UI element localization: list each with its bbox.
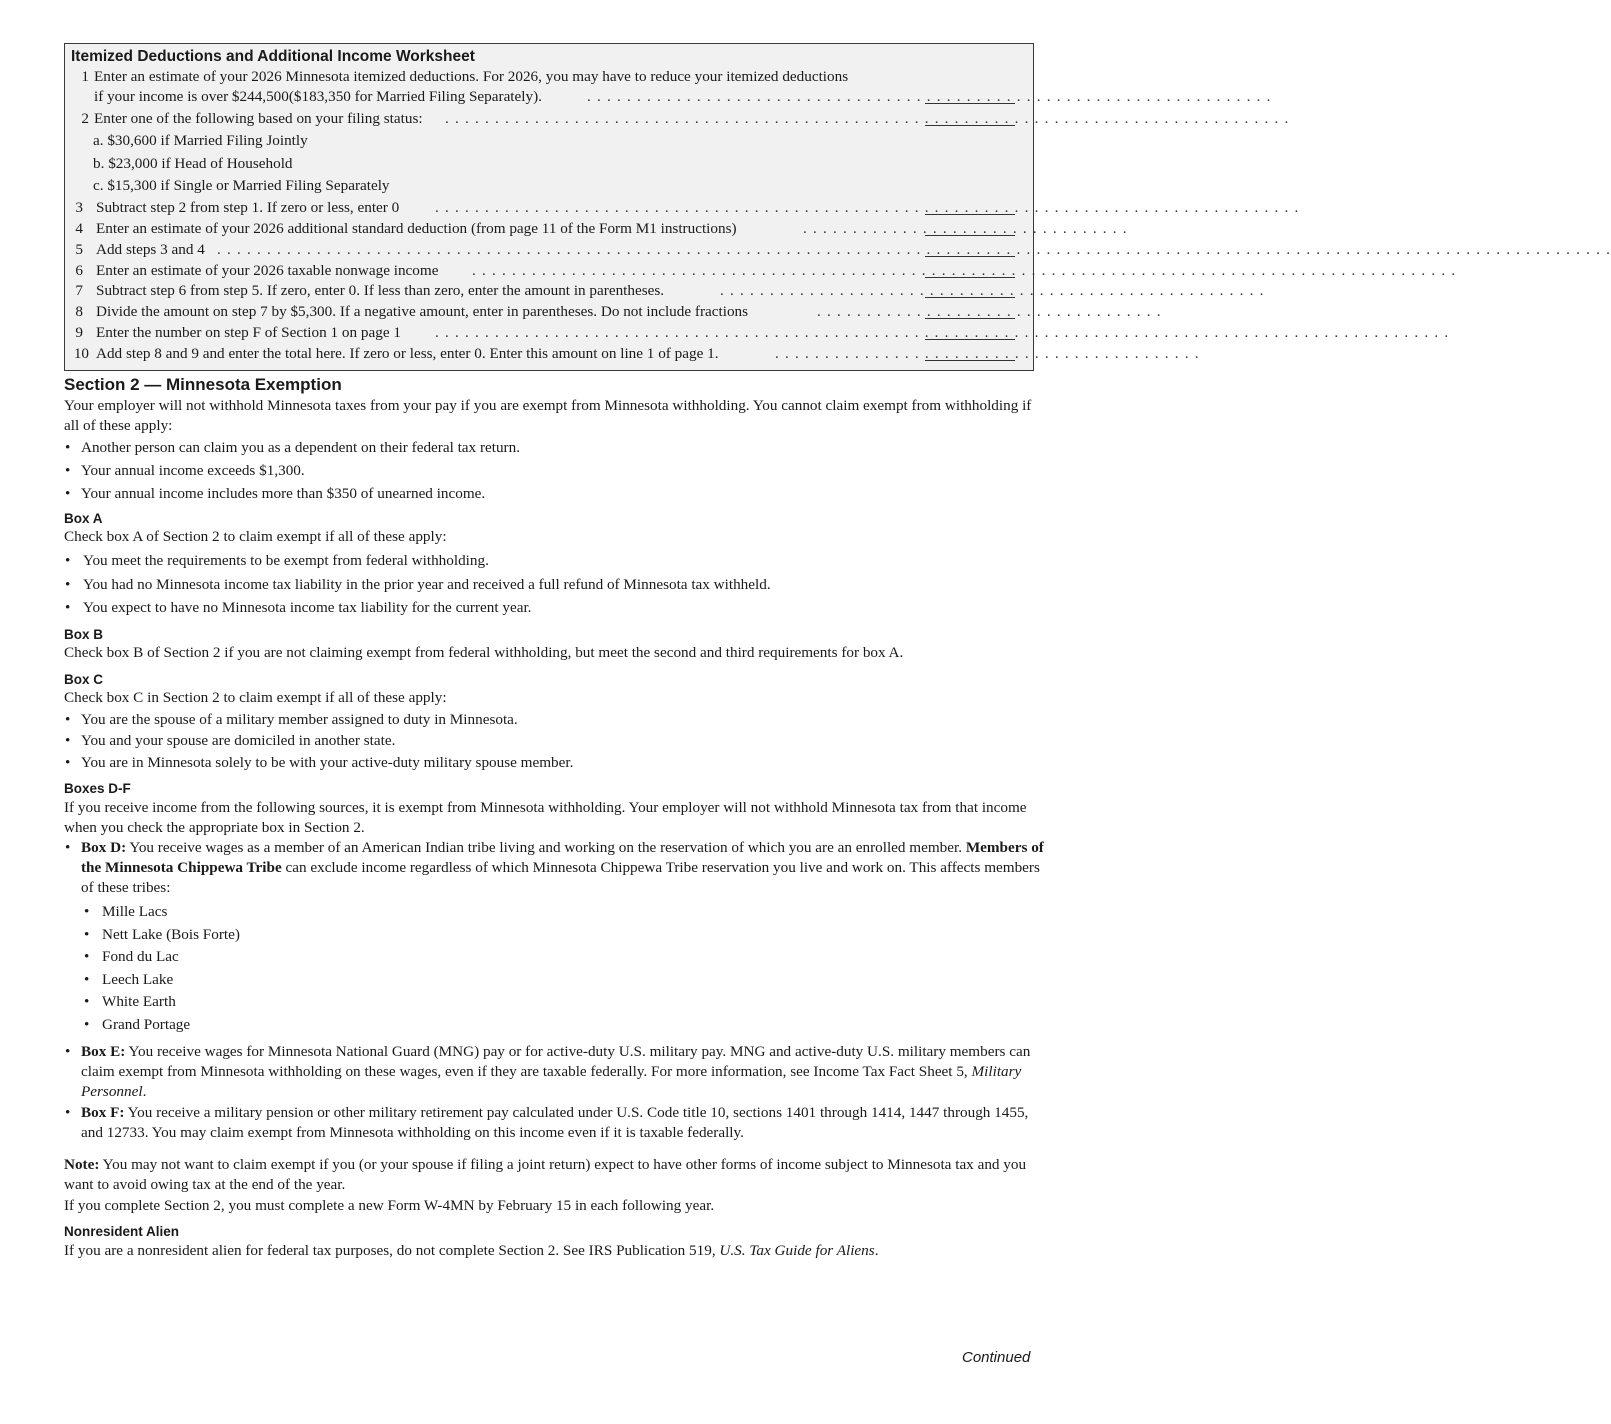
answer-line-3[interactable]: [925, 214, 1015, 215]
box-a-bullet: • You expect to have no Minnesota income tax liability for the current year.: [64, 598, 1049, 618]
worksheet-line-4: 4 Enter an estimate of your 2026 additional standard deduction (from page 11 of the Form M1 instructions) . . . . . . . . . . . . . . . . . . . . . . . . . . . . . . . . .: [75, 220, 1128, 237]
box-d-text-2: can exclude income regardless of which Minnesota Chippewa Tribe reservation you live and work on. This affects members of these tribes:: [81, 859, 1040, 896]
box-c-bullet: • You are the spouse of a military member assigned to duty in Minnesota.: [64, 710, 1049, 730]
publication-title: U.S. Tax Guide for Aliens: [719, 1242, 875, 1259]
box-c-bullet: • You and your spouse are domiciled in another state.: [64, 731, 1049, 751]
intro-bullet: • Your annual income includes more than $350 of unearned income.: [64, 484, 1049, 504]
boxes-d-f-text: If you receive income from the following sources, it is exempt from Minnesota withholding. Your employer will not withhold Minnesota tax from that income when you check the appropriate box in Section 2.: [64, 799, 1027, 836]
tribe-item: • Fond du Lac: [84, 947, 179, 967]
leader-dots: . . . . . . . . . . . . . . . . . . . . . . . . . . . . . . . . . . .: [817, 303, 1162, 320]
box-d-bullet: [64, 838, 1054, 898]
answer-line-10[interactable]: [925, 360, 1015, 361]
box-f-bullet: [64, 1103, 1054, 1143]
answer-line-2[interactable]: [925, 125, 1015, 126]
worksheet-line-2: [65, 109, 1290, 129]
tribe-item: • Nett Lake (Bois Forte): [84, 925, 240, 945]
box-d-bold: Members of the Minnesota Chippewa Tribe: [81, 839, 1044, 876]
nonresident-heading: Nonresident Alien: [64, 1224, 180, 1239]
note-label: Note:: [64, 1156, 100, 1173]
note-text: You may not want to claim exempt if you (or your spouse if filing a joint return) expect to have other forms of income subject to Minnesota tax and you want to avoid owing tax at the end of the year.: [64, 1156, 1027, 1193]
box-d-text: You receive wages as a member of an American Indian tribe living and working on the reservation of which you are an enrolled member.: [126, 839, 966, 856]
worksheet-line-9: 9 Enter the number on step F of Section 1 on page 1 . . . . . . . . . . . . . . . . . . . . . . . . . . . . . . . . . . . . . . . . . . . . . . . . . . . . . . . . . . . . . . . . . . . . . . . . . . . . . . . . . . . . . . . . . . . . . . . . . . . . . .: [75, 324, 1450, 341]
filing-option-a: a. $30,600 if Married Filing Jointly: [93, 132, 308, 149]
worksheet-line-1-cont: [65, 87, 1272, 107]
tribe-item: • Mille Lacs: [84, 902, 167, 922]
filing-option-b: b. $23,000 if Head of Household: [93, 155, 293, 172]
line-number: 2: [81, 110, 89, 127]
filing-option-c: c. $15,300 if Single or Married Filing Separately: [93, 177, 390, 194]
line-text: Enter one of the following based on your filing status:: [94, 110, 423, 127]
box-f-label: Box F:: [81, 1104, 125, 1121]
intro-bullet: • Another person can claim you as a dependent on their federal tax return.: [64, 438, 1049, 458]
box-c-bullet: • You are in Minnesota solely to be with your active-duty military spouse member.: [64, 753, 1049, 773]
box-a-heading: Box A: [64, 511, 103, 526]
leader-dots: . . . . . . . . . . . . . . . . . . . . . . . . . . . . . . . . . . . . . . . . . . . . . . . . . . . . . . . . . . . . . . . . . . . . . . . . . . . . . . . . . . . . . . . . . . . . . . . . . . .: [472, 262, 1457, 279]
answer-line-6[interactable]: [925, 277, 1015, 278]
box-e-bullet: • Box E: You receive wages for Minnesota National Guard (MNG) pay or for active-duty U.S. military pay. MNG and active-duty U.S. military members can claim exempt from Minnesota withholding on these wages, even if they are taxable federally. For more information, see Income Tax Fact Sheet 5, Military Personnel.: [64, 1042, 1039, 1102]
answer-line-1[interactable]: [925, 103, 1015, 104]
section-2-intro: Your employer will not withhold Minnesota taxes from your pay if you are exempt from Minnesota withholding. You cannot claim exempt from withholding if all of these apply:: [64, 397, 1032, 434]
box-e-label: Box E:: [81, 1043, 126, 1060]
leader-dots: . . . . . . . . . . . . . . . . . . . . . . . . . . . . . . . . . . . . . . . . . . .: [775, 345, 1200, 362]
answer-line-7[interactable]: [925, 297, 1015, 298]
box-e-italic: Military Personnel: [81, 1063, 1022, 1100]
tribe-item: • White Earth: [84, 992, 176, 1012]
answer-line-4[interactable]: [925, 235, 1015, 236]
box-d-label: Box D:: [81, 839, 127, 856]
complete-section-text: If you complete Section 2, you must complete a new Form W-4MN by February 15 in each following year.: [64, 1197, 715, 1214]
worksheet-box: [64, 43, 1611, 371]
box-a-bullet: • You meet the requirements to be exempt from federal withholding.: [64, 551, 1049, 571]
worksheet-title: Itemized Deductions and Additional Income Worksheet: [71, 48, 475, 65]
leader-dots: . . . . . . . . . . . . . . . . . . . . . . . . . . . . . . . . . . . . . . . . . . . . . . . . . . . . . . . . . . . . . . . . . . . . .: [587, 88, 1272, 105]
box-b-text: Check box B of Section 2 if you are not claiming exempt from federal withholding, but meet the second and third requirements for box A.: [64, 644, 904, 661]
box-a-bullet: • You had no Minnesota income tax liability in the prior year and received a full refund of Minnesota tax withheld.: [64, 575, 1049, 595]
answer-line-5[interactable]: [925, 256, 1015, 257]
worksheet-line-7: 7 Subtract step 6 from step 5. If zero, enter 0. If less than zero, enter the amount in parentheses. . . . . . . . . . . . . . . . . . . . . . . . . . . . . . . . . . . . . . . . . . . . . . . . . . . . . . . .: [75, 282, 1265, 299]
leader-dots: . . . . . . . . . . . . . . . . . . . . . . . . . . . . . . . . . . . . . . . . . . . . . . . . . . . . . . . . . . . . . . . . . . . . . . . . . . . . . . . . . . . . . . . . . . . . . . . . . . . . . .: [435, 324, 1450, 341]
worksheet-line-3: 3 Subtract step 2 from step 1. If zero or less, enter 0 . . . . . . . . . . . . . . . . . . . . . . . . . . . . . . . . . . . . . . . . . . . . . . . . . . . . . . . . . . . . . . . . . . . . . . . . . . . . . . . . . . . . . . .: [75, 199, 1300, 216]
worksheet-line-1: [65, 67, 1033, 87]
box-c-heading: Box C: [64, 672, 104, 687]
tribe-item: • Leech Lake: [84, 970, 173, 990]
worksheet-line-5: 5 Add steps 3 and 4 . . . . . . . . . . . . . . . . . . . . . . . . . . . . . . . . . . . . . . . . . . . . . . . . . . . . . . . . . . . . . . . . . . . . . . . . . . . . . . . . . . . . . . . . . . . . . . . . . . . . . . . . . . . . . . . . . . . . . . . . . . . . . . . . . . . . . . . . . . . .: [75, 241, 1611, 258]
continued-label: Continued: [962, 1349, 1031, 1366]
box-f-text: You receive a military pension or other military retirement pay calculated under U.S. Code title 10, sections 1401 through 1414, 1447 through 1455, and 12733. You may claim exempt from Minnesota withholding on this income even if it is taxable federally.: [81, 1104, 1029, 1141]
line-text: Enter an estimate of your 2026 Minnesota itemized deductions. For 2026, you may have to reduce your itemized deductions: [94, 68, 849, 85]
leader-dots: . . . . . . . . . . . . . . . . . . . . . . . . . . . . . . . . . . . . . . . . . . . . . . . . . . . . . . . . . . . . . . . . . . . . . . . . . . . . . . . . . . . . . . . . . . . . . . . . . . . . . . . . . . . . . . . . . . . . . . . . . . . . . . . . . . . . . . . . . . . .: [217, 241, 1611, 258]
line-number: 1: [81, 68, 89, 85]
leader-dots: . . . . . . . . . . . . . . . . . . . . . . . . . . . . . . . . . . . . . . . . . . . . . . . . . . . . . . . . . . . . . . . . . . . . . . . . . . . . . . . . . . . . .: [445, 110, 1290, 127]
note-paragraph: [64, 1155, 1039, 1195]
tribe-item: • Grand Portage: [84, 1015, 190, 1035]
section-2-heading: Section 2 — Minnesota Exemption: [64, 375, 342, 394]
leader-dots: . . . . . . . . . . . . . . . . . . . . . . . . . . . . . . . . . . . . . . . . . . . . . . . . . . . . . . .: [720, 282, 1265, 299]
boxes-d-f-heading: Boxes D-F: [64, 781, 131, 796]
leader-dots: . . . . . . . . . . . . . . . . . . . . . . . . . . . . . . . . . . . . . . . . . . . . . . . . . . . . . . . . . . . . . . . . . . . . . . . . . . . . . . . . . . . . . . .: [435, 199, 1300, 216]
box-a-text: Check box A of Section 2 to claim exempt if all of these apply:: [64, 528, 447, 545]
nonresident-text: If you are a nonresident alien for federal tax purposes, do not complete Section 2. See IRS Publication 519, U.S. Tax Guide for Aliens.: [64, 1242, 879, 1259]
worksheet-line-8: 8 Divide the amount on step 7 by $5,300. If a negative amount, enter in parentheses. Do not include fractions . . . . . . . . . . . . . . . . . . . . . . . . . . . . . . . . . . .: [75, 303, 1162, 320]
leader-dots: . . . . . . . . . . . . . . . . . . . . . . . . . . . . . . . . .: [803, 220, 1128, 237]
answer-line-8[interactable]: [925, 318, 1015, 319]
box-b-heading: Box B: [64, 627, 104, 642]
intro-bullet: • Your annual income exceeds $1,300.: [64, 461, 1049, 481]
worksheet-line-10: 10 Add step 8 and 9 and enter the total here. If zero or less, enter 0. Enter this amount on line 1 of page 1. . . . . . . . . . . . . . . . . . . . . . . . . . . . . . . . . . . . . . . . . . . .: [73, 345, 1200, 362]
line-text: if your income is over $244,500($183,350 for Married Filing Separately).: [94, 88, 542, 105]
answer-line-9[interactable]: [925, 339, 1015, 340]
box-c-text: Check box C in Section 2 to claim exempt if all of these apply:: [64, 689, 447, 706]
worksheet-line-6: 6 Enter an estimate of your 2026 taxable nonwage income . . . . . . . . . . . . . . . . . . . . . . . . . . . . . . . . . . . . . . . . . . . . . . . . . . . . . . . . . . . . . . . . . . . . . . . . . . . . . . . . . . . . . . . . . . . . . . . . . . .: [75, 262, 1457, 279]
box-e-text: You receive wages for Minnesota National Guard (MNG) pay or for active-duty U.S. military pay. MNG and active-duty U.S. military members can claim exempt from Minnesota withholding on these wages, even if they are taxable federally. For more information, see Income Tax Fact Sheet 5,: [81, 1043, 1031, 1080]
